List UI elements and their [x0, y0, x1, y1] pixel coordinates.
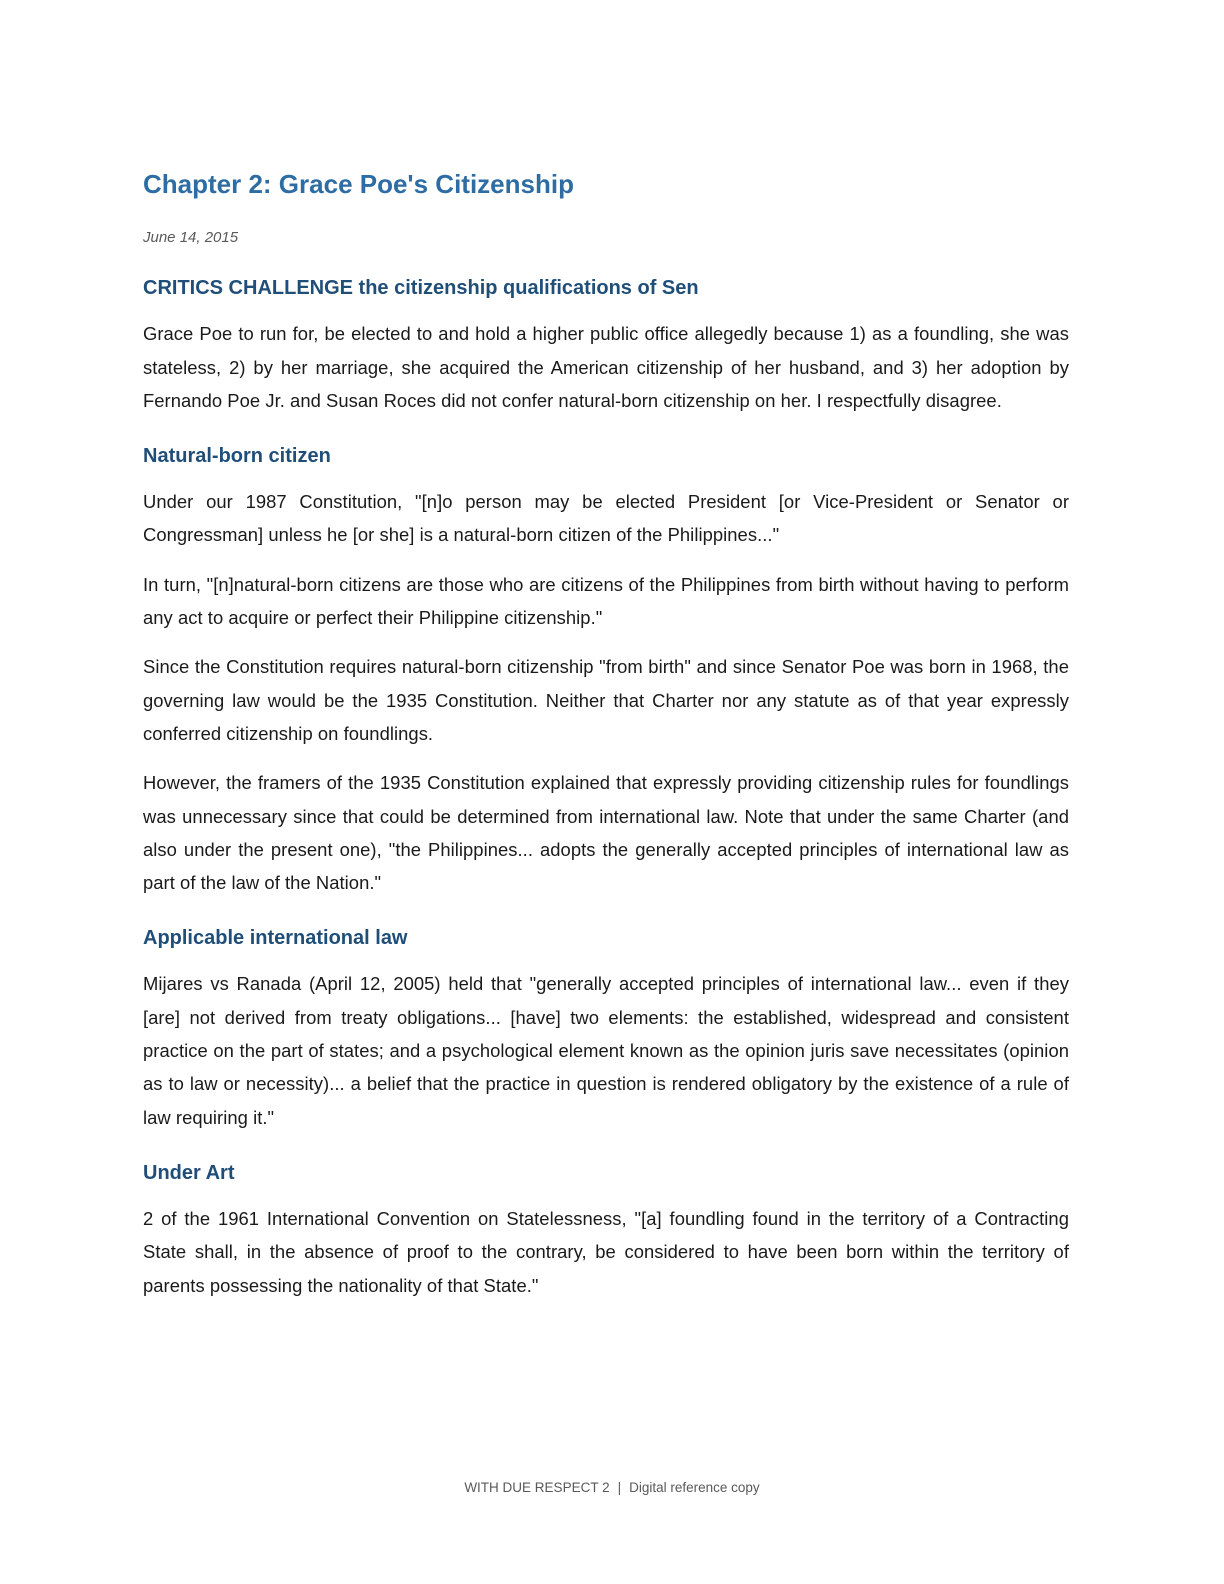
document-page	[143, 168, 1069, 1302]
footer-copy-note: Digital reference copy	[629, 1480, 760, 1495]
paragraph: Under our 1987 Constitution, "[n]o person may be elected President [or Vice-President or Senator or Congressman] unless he [or she] is a natural-born citizen of the Philippines..."	[143, 491, 1069, 546]
section-under-art	[143, 1160, 1069, 1302]
paragraph: Grace Poe to run for, be elected to and hold a higher public office allegedly because 1) as a foundling, she was stateless, 2) by her marriage, she acquired the American citizenship of her husband, and 3) her adoption by Fernando Poe Jr. and Susan Roces did not confer natural-born citizenship on her. I respectfully disagree.	[143, 323, 1069, 411]
section-heading: CRITICS CHALLENGE the citizenship qualifications of Sen	[143, 277, 699, 300]
publication-date: June 14, 2015	[143, 228, 239, 246]
section-heading: Applicable international law	[143, 927, 408, 950]
section-heading: Natural-born citizen	[143, 445, 331, 468]
footer-separator: |	[617, 1480, 622, 1495]
footer-publication: WITH DUE RESPECT 2	[464, 1480, 610, 1495]
section-heading: Under Art	[143, 1161, 235, 1184]
chapter-title: Chapter 2: Grace Poe's Citizenship	[143, 169, 574, 199]
section-applicable-international-law	[143, 925, 1069, 1133]
paragraph: In turn, "[n]natural-born citizens are those who are citizens of the Philippines from birth without having to perform any act to acquire or perfect their Philippine citizenship."	[143, 573, 1069, 629]
page-footer	[0, 1480, 1224, 1495]
section-natural-born-citizen	[143, 443, 1069, 899]
paragraph: However, the framers of the 1935 Constitution explained that expressly providing citizenship rules for foundlings was unnecessary since that could be determined from international law. Note that under the same Charter (and also under the present one), "the Philippines... adopts the generally accepted principles of international law as part of the law of the Nation."	[143, 772, 1069, 894]
paragraph: 2 of the 1961 International Convention on Statelessness, "[a] foundling found in the territory of a Contracting State shall, in the absence of proof to the contrary, be considered to have been born within the territory of parents possessing the nationality of that State."	[143, 1207, 1069, 1296]
section-critics-challenge	[143, 275, 1069, 417]
paragraph: Mijares vs Ranada (April 12, 2005) held that "generally accepted principles of international law... even if they [are] not derived from treaty obligations... [have] two elements: the established, widespread and consistent practice on the part of states; and a psychological element known as the opinion juris save necessitates (opinion as to law or necessity)... a belief that the practice in question is rendered obligatory by the existence of a rule of law requiring it."	[143, 973, 1069, 1128]
paragraph: Since the Constitution requires natural-born citizenship "from birth" and since Senator Poe was born in 1968, the governing law would be the 1935 Constitution. Neither that Charter nor any statute as of that year expressly conferred citizenship on foundlings.	[143, 656, 1069, 744]
